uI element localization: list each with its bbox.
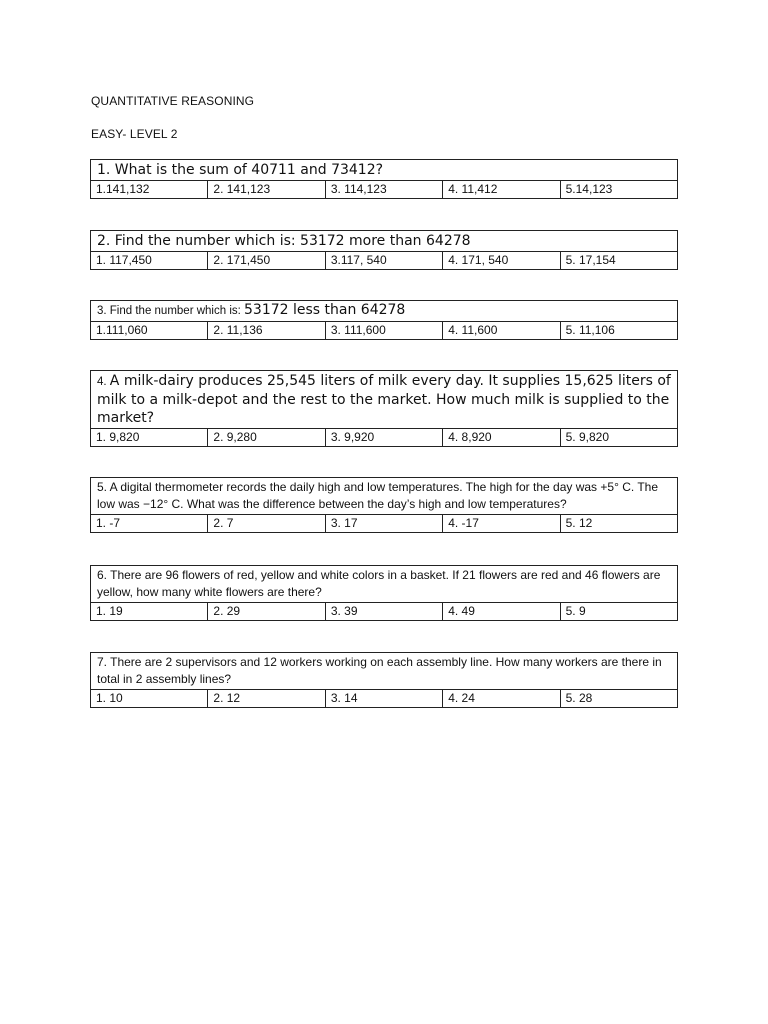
question-7-text: 7. There are 2 supervisors and 12 workers working on each assembly line. How many workers are there in total in 2 assembly lines?	[91, 653, 677, 690]
question-5	[90, 477, 678, 533]
question-2-options	[91, 252, 677, 269]
question-5-option-4[interactable]: 4. -17	[443, 515, 560, 532]
question-6	[90, 565, 678, 621]
question-2-option-1[interactable]: 1. 117,450	[91, 252, 208, 269]
question-7-option-5[interactable]: 5. 28	[565, 691, 593, 705]
question-3-option-5[interactable]: 5. 11,106	[565, 323, 615, 337]
difficulty-level: EASY- LEVEL 2	[91, 127, 178, 141]
question-4-option-2[interactable]: 2. 9,280	[208, 429, 325, 446]
question-3-text-main: 53172 less than 64278	[244, 302, 406, 318]
question-3-option-2[interactable]: 2. 11,136	[208, 322, 325, 339]
question-5-options	[91, 515, 677, 532]
question-4-option-1[interactable]: 1. 9,820	[91, 429, 208, 446]
question-2-text: 2. Find the number which is: 53172 more than 64278	[91, 231, 677, 252]
question-2-option-3[interactable]: 3.117, 540	[326, 252, 443, 269]
question-1-option-2[interactable]: 2. 141,123	[208, 181, 325, 198]
question-5-option-5[interactable]: 5. 12	[565, 516, 593, 530]
question-3-text	[91, 301, 677, 322]
question-3-text-prefix: 3. Find the number which is:	[97, 305, 245, 317]
question-4-option-5[interactable]: 5. 9,820	[565, 430, 609, 444]
question-2-option-5[interactable]: 5. 17,154	[565, 253, 616, 267]
question-3-option-4[interactable]: 4. 11,600	[443, 322, 560, 339]
question-6-option-2[interactable]: 2. 29	[208, 603, 325, 620]
question-6-options	[91, 603, 677, 620]
question-3-option-3[interactable]: 3. 111,600	[326, 322, 443, 339]
question-5-option-3[interactable]: 3. 17	[326, 515, 443, 532]
question-4-options	[91, 429, 677, 446]
question-1	[90, 159, 678, 199]
question-1-option-4[interactable]: 4. 11,412	[443, 181, 560, 198]
question-1-option-3[interactable]: 3. 114,123	[326, 181, 443, 198]
question-5-option-2[interactable]: 2. 7	[208, 515, 325, 532]
question-7-option-3[interactable]: 3. 14	[326, 690, 443, 707]
question-1-options	[91, 181, 677, 198]
question-2	[90, 230, 678, 270]
question-7-options	[91, 690, 677, 707]
question-3-option-1[interactable]: 1.111,060	[91, 322, 208, 339]
question-4	[90, 370, 678, 447]
question-2-option-4[interactable]: 4. 171, 540	[443, 252, 560, 269]
question-3-options	[91, 322, 677, 339]
question-2-option-2[interactable]: 2. 171,450	[208, 252, 325, 269]
question-7	[90, 652, 678, 708]
document-title: QUANTITATIVE REASONING	[91, 94, 255, 108]
question-7-option-2[interactable]: 2. 12	[208, 690, 325, 707]
question-7-option-4[interactable]: 4. 24	[443, 690, 560, 707]
question-1-text: 1. What is the sum of 40711 and 73412?	[91, 160, 677, 181]
question-7-option-1[interactable]: 1. 10	[91, 690, 208, 707]
question-5-text: 5. A digital thermometer records the daily high and low temperatures. The high for the day was +5° C. The low was −12° C. What was the difference between the day’s high and low temperatures?	[91, 478, 677, 515]
question-6-option-1[interactable]: 1. 19	[91, 603, 208, 620]
question-6-option-3[interactable]: 3. 39	[326, 603, 443, 620]
question-4-text-main: A milk-dairy produces 25,545 liters of milk every day. It supplies 15,625 liters of milk to a milk-depot and the rest to the market. How much milk is supplied to the market?	[97, 373, 671, 426]
question-1-option-1[interactable]: 1.141,132	[91, 181, 208, 198]
question-6-option-4[interactable]: 4. 49	[443, 603, 560, 620]
question-6-option-5[interactable]: 5. 9	[565, 604, 586, 618]
question-4-text-prefix: 4.	[97, 376, 110, 388]
question-4-text	[91, 371, 677, 429]
question-4-option-3[interactable]: 3. 9,920	[326, 429, 443, 446]
question-6-text: 6. There are 96 flowers of red, yellow and white colors in a basket. If 21 flowers are red and 46 flowers are yellow, how many white flowers are there?	[91, 566, 677, 603]
question-1-option-5[interactable]: 5.14,123	[565, 182, 613, 196]
question-3	[90, 300, 678, 340]
question-4-option-4[interactable]: 4. 8,920	[443, 429, 560, 446]
question-5-option-1[interactable]: 1. -7	[91, 515, 208, 532]
